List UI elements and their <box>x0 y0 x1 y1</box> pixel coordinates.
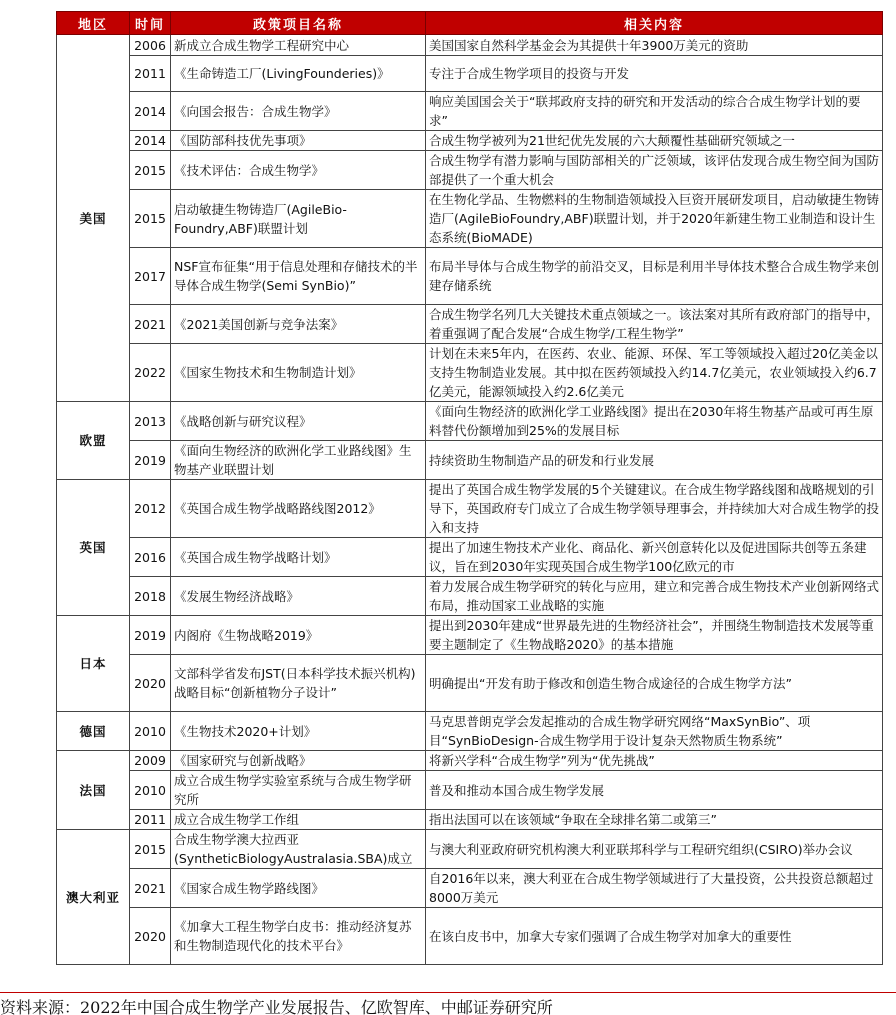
year-cell: 2018 <box>130 577 171 616</box>
header-year: 时间 <box>130 12 171 35</box>
policy-name-cell: 《2021美国创新与竞争法案》 <box>171 305 426 344</box>
table-row <box>57 402 883 441</box>
year-cell: 2020 <box>130 908 171 965</box>
table-row <box>57 655 883 712</box>
content-cell: 在该白皮书中，加拿大专家们强调了合成生物学对加拿大的重要性 <box>426 908 883 965</box>
year-cell: 2017 <box>130 248 171 305</box>
region-cell: 欧盟 <box>57 402 130 480</box>
year-cell: 2011 <box>130 810 171 830</box>
year-cell: 2010 <box>130 771 171 810</box>
table-row <box>57 56 883 92</box>
policy-name-cell: 合成生物学澳大拉西亚(SyntheticBiologyAustralasia.SBA)成立 <box>171 830 426 869</box>
year-cell: 2012 <box>130 480 171 538</box>
policy-name-cell: 新成立合成生物学工程研究中心 <box>171 35 426 56</box>
header-region: 地区 <box>57 12 130 35</box>
content-cell: 布局半导体与合成生物学的前沿交叉，目标是利用半导体技术整合合成生物学来创建存储系统 <box>426 248 883 305</box>
policy-name-cell: 《国家生物技术和生物制造计划》 <box>171 344 426 402</box>
header-related-content: 相关内容 <box>426 12 883 35</box>
policy-name-cell: 《战略创新与研究议程》 <box>171 402 426 441</box>
content-cell: 与澳大利亚政府研究机构澳大利亚联邦科学与工程研究组织(CSIRO)举办会议 <box>426 830 883 869</box>
year-cell: 2015 <box>130 151 171 190</box>
region-cell: 德国 <box>57 712 130 751</box>
table-row <box>57 830 883 869</box>
policy-name-cell: 《生命铸造工厂(LivingFounderies)》 <box>171 56 426 92</box>
region-cell: 澳大利亚 <box>57 830 130 965</box>
content-cell: 提出了加速生物技术产业化、商品化、新兴创意转化以及促进国际共创等五条建议，旨在到2030年实现英国合成生物学100亿欧元的市 <box>426 538 883 577</box>
year-cell: 2020 <box>130 655 171 712</box>
table-row <box>57 869 883 908</box>
policy-name-cell: 《英国合成生物学战略路线图2012》 <box>171 480 426 538</box>
content-cell: 提出了英国合成生物学发展的5个关键建议。在合成生物学路线图和战略规划的引导下，英国政府专门成立了合成生物学领导理事会，并持续加大对合成生物学的投入和支持 <box>426 480 883 538</box>
source-note: 资料来源：2022年中国合成生物学产业发展报告、亿欧智库、中邮证券研究所 <box>0 998 553 1015</box>
policy-name-cell: 启动敏捷生物铸造厂(AgileBio-Foundry,ABF)联盟计划 <box>171 190 426 248</box>
policy-name-cell: 《加拿大工程生物学白皮书：推动经济复苏和生物制造现代化的技术平台》 <box>171 908 426 965</box>
region-cell: 法国 <box>57 751 130 830</box>
region-cell: 英国 <box>57 480 130 616</box>
table-body <box>57 35 883 965</box>
table-row <box>57 151 883 190</box>
policy-name-cell: 《面向生物经济的欧洲化学工业路线图》生物基产业联盟计划 <box>171 441 426 480</box>
table-row <box>57 190 883 248</box>
region-cell: 日本 <box>57 616 130 712</box>
year-cell: 2006 <box>130 35 171 56</box>
content-cell: 提出到2030年建成“世界最先进的生物经济社会”，并围绕生物制造技术发展等重要主题制定了《生物战略2020》的基本措施 <box>426 616 883 655</box>
year-cell: 2009 <box>130 751 171 771</box>
year-cell: 2011 <box>130 56 171 92</box>
content-cell: 计划在未来5年内，在医药、农业、能源、环保、军工等领域投入超过20亿美金以支持生物制造业发展。其中拟在医药领域投入约14.7亿美元，农业领域投入约6.7亿美元，能源领域投入约2.6亿美元 <box>426 344 883 402</box>
policy-name-cell: 内阁府《生物战略2019》 <box>171 616 426 655</box>
table-row <box>57 538 883 577</box>
content-cell: 将新兴学科“合成生物学”列为“优先挑战” <box>426 751 883 771</box>
content-cell: 美国国家自然科学基金会为其提供十年3900万美元的资助 <box>426 35 883 56</box>
content-cell: 在生物化学品、生物燃料的生物制造领域投入巨资开展研发项目，启动敏捷生物铸造厂(AgileBioFoundry,ABF)联盟计划，并于2020年新建生物工业制造和设计生态系统(BioMADE) <box>426 190 883 248</box>
table-row <box>57 92 883 131</box>
year-cell: 2010 <box>130 712 171 751</box>
content-cell: 合成生物学名列几大关键技术重点领域之一。该法案对其所有政府部门的指导中，着重强调了配合发展“合成生物学/工程生物学” <box>426 305 883 344</box>
policy-table <box>56 11 883 965</box>
policy-name-cell: 成立合成生物学实验室系统与合成生物学研究所 <box>171 771 426 810</box>
table-row <box>57 35 883 56</box>
year-cell: 2015 <box>130 830 171 869</box>
table-row <box>57 810 883 830</box>
year-cell: 2013 <box>130 402 171 441</box>
year-cell: 2014 <box>130 131 171 151</box>
content-cell: 合成生物学有潜力影响与国防部相关的广泛领域，该评估发现合成生物空间为国防部提供了一个重大机会 <box>426 151 883 190</box>
year-cell: 2022 <box>130 344 171 402</box>
header-policy-name: 政策项目名称 <box>171 12 426 35</box>
policy-name-cell: 《国防部科技优先事项》 <box>171 131 426 151</box>
policy-name-cell: 文部科学省发布JST(日本科学技术振兴机构)战略目标“创新植物分子设计” <box>171 655 426 712</box>
content-cell: 自2016年以来，澳大利亚在合成生物学领域进行了大量投资，公共投资总额超过8000万美元 <box>426 869 883 908</box>
table-header-row <box>57 12 883 35</box>
year-cell: 2015 <box>130 190 171 248</box>
policy-name-cell: NSF宣布征集“用于信息处理和存储技术的半导体合成生物学(Semi SynBio)” <box>171 248 426 305</box>
table-row <box>57 712 883 751</box>
table-row <box>57 616 883 655</box>
table-row <box>57 577 883 616</box>
year-cell: 2014 <box>130 92 171 131</box>
content-cell: 马克思普朗克学会发起推动的合成生物学研究网络“MaxSynBio”、项目“SynBioDesign-合成生物学用于设计复杂天然物质生物系统” <box>426 712 883 751</box>
content-cell: 合成生物学被列为21世纪优先发展的六大颠覆性基础研究领域之一 <box>426 131 883 151</box>
content-cell: 明确提出“开发有助于修改和创造生物合成途径的合成生物学方法” <box>426 655 883 712</box>
table-row <box>57 131 883 151</box>
content-cell: 持续资助生物制造产品的研发和行业发展 <box>426 441 883 480</box>
policy-name-cell: 成立合成生物学工作组 <box>171 810 426 830</box>
content-cell: 指出法国可以在该领域“争取在全球排名第二或第三” <box>426 810 883 830</box>
region-cell: 美国 <box>57 35 130 402</box>
year-cell: 2019 <box>130 441 171 480</box>
content-cell: 着力发展合成生物学研究的转化与应用，建立和完善合成生物技术产业创新网络式布局，推动国家工业战略的实施 <box>426 577 883 616</box>
table-row <box>57 344 883 402</box>
year-cell: 2016 <box>130 538 171 577</box>
table-row <box>57 441 883 480</box>
content-cell: 响应美国国会关于“联邦政府支持的研究和开发活动的综合合成生物学计划的要求” <box>426 92 883 131</box>
table-row <box>57 771 883 810</box>
policy-name-cell: 《英国合成生物学战略计划》 <box>171 538 426 577</box>
year-cell: 2021 <box>130 305 171 344</box>
content-cell: 《面向生物经济的欧洲化学工业路线图》提出在2030年将生物基产品或可再生原料替代份额增加到25%的发展目标 <box>426 402 883 441</box>
policy-name-cell: 《国家研究与创新战略》 <box>171 751 426 771</box>
divider <box>0 992 896 993</box>
table-row <box>57 480 883 538</box>
content-cell: 普及和推动本国合成生物学发展 <box>426 771 883 810</box>
table-row <box>57 248 883 305</box>
policy-name-cell: 《向国会报告：合成生物学》 <box>171 92 426 131</box>
year-cell: 2021 <box>130 869 171 908</box>
table-row <box>57 751 883 771</box>
table-row <box>57 305 883 344</box>
policy-name-cell: 《发展生物经济战略》 <box>171 577 426 616</box>
year-cell: 2019 <box>130 616 171 655</box>
table-row <box>57 908 883 965</box>
policy-name-cell: 《技术评估：合成生物学》 <box>171 151 426 190</box>
content-cell: 专注于合成生物学项目的投资与开发 <box>426 56 883 92</box>
policy-name-cell: 《国家合成生物学路线图》 <box>171 869 426 908</box>
policy-name-cell: 《生物技术2020+计划》 <box>171 712 426 751</box>
